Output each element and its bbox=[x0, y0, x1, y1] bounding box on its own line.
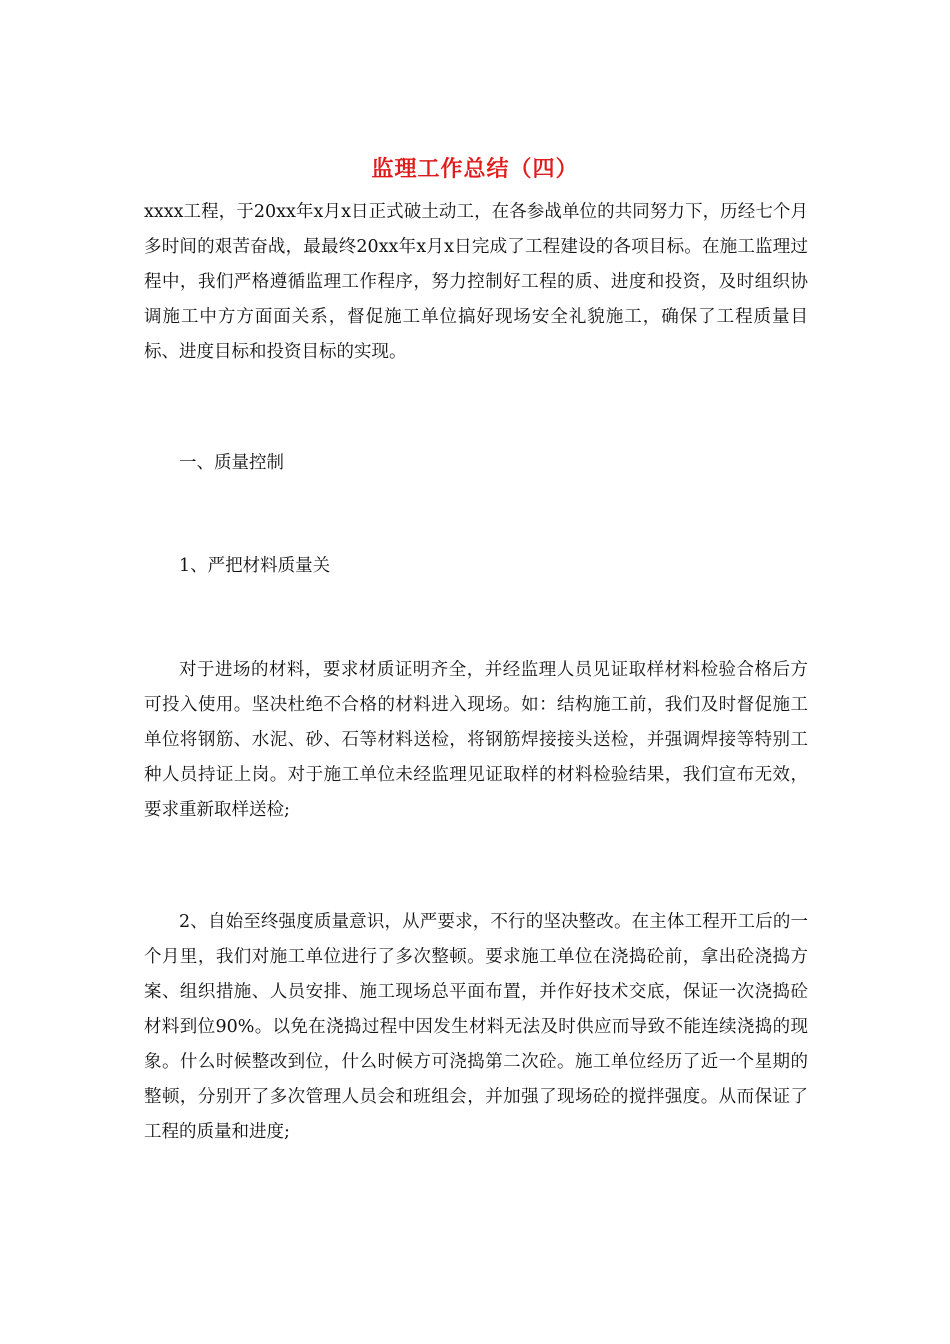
item-heading-material-quality: 1、严把材料质量关 bbox=[179, 556, 331, 576]
page-title: 监理工作总结（四） bbox=[371, 156, 579, 182]
section-heading-quality-control: 一、质量控制 bbox=[179, 453, 284, 473]
item2-paragraph: 2、自始至终强度质量意识，从严要求，不行的坚决整改。在主体工程开工后的一个月里，我们对施工单位进行了多次整顿。要求施工单位在浇捣砼前，拿出砼浇捣方案、组织措施、人员安排、施工现场总平面布置，并作好技术交底，保证一次浇捣砼材料到位90%。以免在浇捣过程中因发生材料无法及时供应而导致不能连续浇捣的现象。什么时候整改到位，什么时候方可浇捣第二次砼。施工单位经历了近一个星期的整顿，分别开了多次管理人员会和班组会，并加强了现场砼的搅拌强度。从而保证了工程的质量和进度; bbox=[144, 912, 808, 1142]
item1-paragraph: 对于进场的材料，要求材质证明齐全，并经监理人员见证取样材料检验合格后方可投入使用。坚决杜绝不合格的材料进入现场。如：结构施工前，我们及时督促施工单位将钢筋、水泥、砂、石等材料送检，将钢筋焊接接头送检，并强调焊接等特别工种人员持证上岗。对于施工单位未经监理见证取样的材料检验结果，我们宣布无效，要求重新取样送检; bbox=[144, 660, 808, 820]
intro-paragraph: xxxx工程，于20xx年x月x日正式破土动工，在各参战单位的共同努力下，历经七个月多时间的艰苦奋战，最最终20xx年x月x日完成了工程建设的各项目标。在施工监理过程中，我们严格遵循监理工作程序，努力控制好工程的质、进度和投资，及时组织协调施工中方方面面关系，督促施工单位搞好现场安全礼貌施工，确保了工程质量目标、进度目标和投资目标的实现。 bbox=[144, 202, 808, 362]
